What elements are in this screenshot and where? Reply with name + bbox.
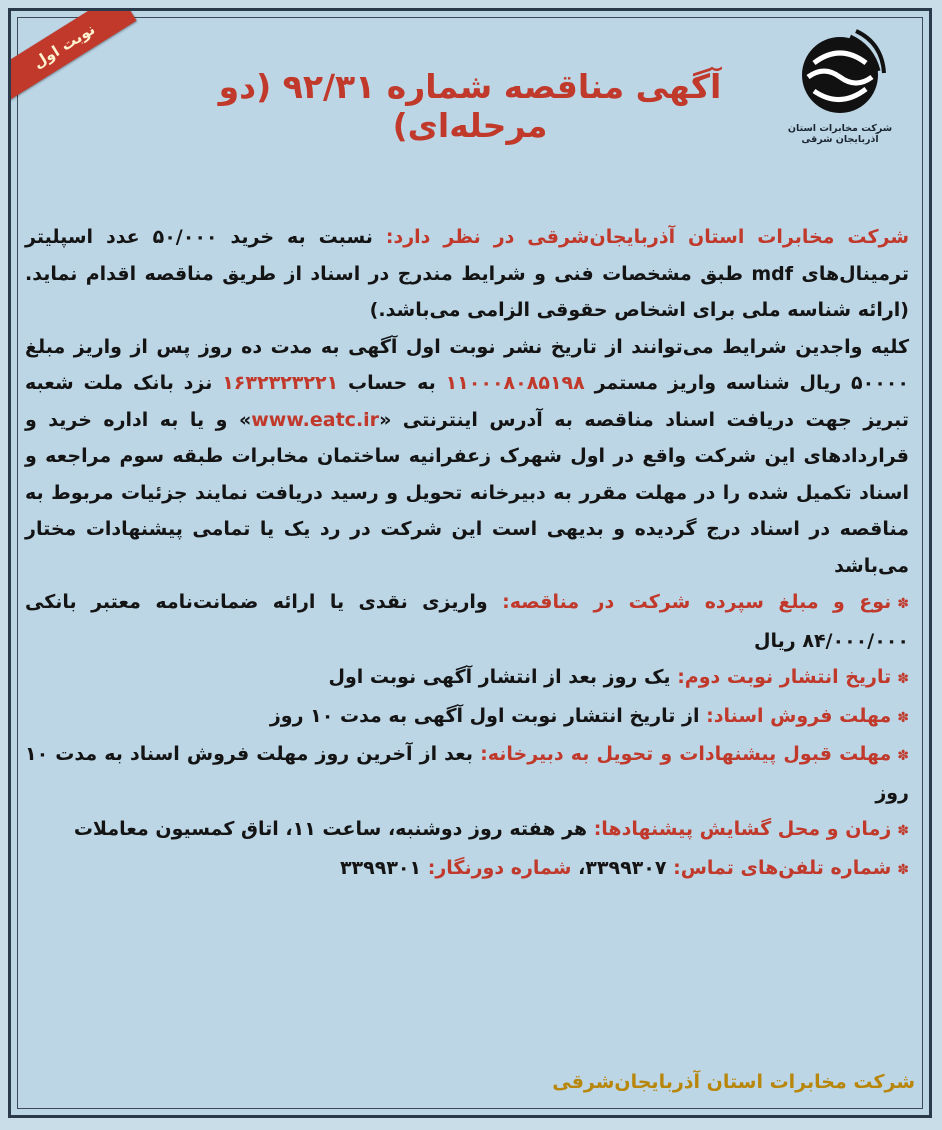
item-label: تاریخ انتشار نوبت دوم: — [677, 666, 892, 688]
telecom-logo-icon — [794, 29, 886, 121]
bullet-icon: ✽ — [897, 596, 910, 612]
item-value: واریزی نقدی یا ارائه ضمانت‌نامه معتبر بانکی ۸۴/۰۰۰/۰۰۰ ریال — [25, 591, 909, 652]
item-label: شماره تلفن‌های تماس: — [673, 856, 892, 879]
website-link[interactable]: www.eatc.ir — [251, 408, 380, 431]
phone-numbers: ۳۳۹۹۳۰۷، — [571, 856, 674, 879]
item-label: نوع و مبلغ سپرده شرکت در مناقصه: — [502, 591, 892, 613]
list-item — [25, 736, 909, 811]
bullet-icon: ✽ — [897, 861, 909, 878]
conditions-paragraph — [25, 329, 909, 585]
bullet-icon: ✽ — [897, 748, 909, 764]
account-number: ۱۶۳۲۳۲۳۲۲۱ — [222, 372, 339, 394]
bullet-icon: ✽ — [897, 709, 909, 726]
bullet-icon: ✽ — [897, 671, 909, 687]
fax-number: ۳۳۹۹۳۰۱ — [339, 856, 428, 879]
conditions-text-2: به حساب — [338, 372, 446, 394]
item-value: هر هفته روز دوشنبه، ساعت ۱۱، اتاق کمسیون معاملات — [73, 818, 594, 840]
bullet-icon: ✽ — [897, 823, 909, 839]
conditions-text-1: کلیه واجدین شرایط می‌توانند از تاریخ نشر نوبت اول آگهی به مدت ده روز پس از واریز مبلغ ۵۰۰۰۰ ریال شناسه واریز مستمر — [25, 335, 909, 394]
item-value: بعد از آخرین روز مهلت فروش اسناد به مدت ۱۰ روز — [25, 743, 909, 804]
page-title: آگهی مناقصه شماره ۹۲/۳۱ (دو مرحله‌ای) — [218, 67, 722, 145]
list-item — [25, 659, 909, 698]
logo-caption: شرکت مخابرات استان آذربایجان شرقی — [787, 123, 893, 145]
footer-company-name: شرکت مخابرات استان آذربایجان‌شرقی — [552, 1071, 915, 1093]
intro-paragraph — [25, 219, 909, 329]
intro-text: نسبت به خرید ۵۰/۰۰۰ عدد اسپلیتر ترمینال‌های mdf طبق مشخصات فنی و شرایط مندرج در اسناد از طریق مناقصه اقدام نماید. (ارائه شناسه ملی برای اشخاص حقوقی الزامی می‌باشد.) — [25, 226, 910, 321]
advertisement-body — [25, 219, 909, 888]
deposit-id: ۱۱۰۰۰۸۰۸۵۱۹۸ — [445, 372, 585, 394]
item-value: از تاریخ انتشار نوبت اول آگهی به مدت ۱۰ روز — [269, 704, 707, 727]
list-item — [25, 584, 909, 659]
item-label: مهلت قبول پیشنهادات و تحویل به دبیرخانه: — [480, 743, 892, 765]
item-value: یک روز بعد از انتشار آگهی نوبت اول — [328, 666, 678, 688]
intro-lead: شرکت مخابرات استان آذربایجان‌شرقی در نظر دارد: — [385, 226, 910, 248]
conditions-text-4: » و یا به اداره خرید و قراردادهای این شرکت واقع در اول شهرک زعفرانیه ساختمان مخابرات طبقه سوم مراجعه و اسناد تکمیل شده را در مهلت مقرر به دبیرخانه تحویل و رسید دریافت نمایند جزئیات مربوط به مناقصه در اسناد درج گردیده و بدیهی است این شرکت در رد یک یا تمامی پیشنهادات مختار می‌باشد — [25, 408, 909, 577]
list-item — [25, 698, 909, 737]
list-item — [25, 811, 909, 850]
advertisement-page — [8, 8, 932, 1118]
list-item — [25, 850, 909, 889]
conditions-text-3: نزد بانک ملت شعبه تبریز جهت دریافت اسناد مناقصه به آدرس اینترنتی « — [25, 372, 910, 431]
item-label: زمان و محل گشایش پیشنهادها: — [593, 818, 892, 840]
fax-label: شماره دورنگار: — [427, 856, 572, 879]
company-logo — [765, 29, 915, 149]
stamp-text: نوبت اول — [29, 20, 99, 72]
item-label: مهلت فروش اسناد: — [706, 704, 892, 727]
